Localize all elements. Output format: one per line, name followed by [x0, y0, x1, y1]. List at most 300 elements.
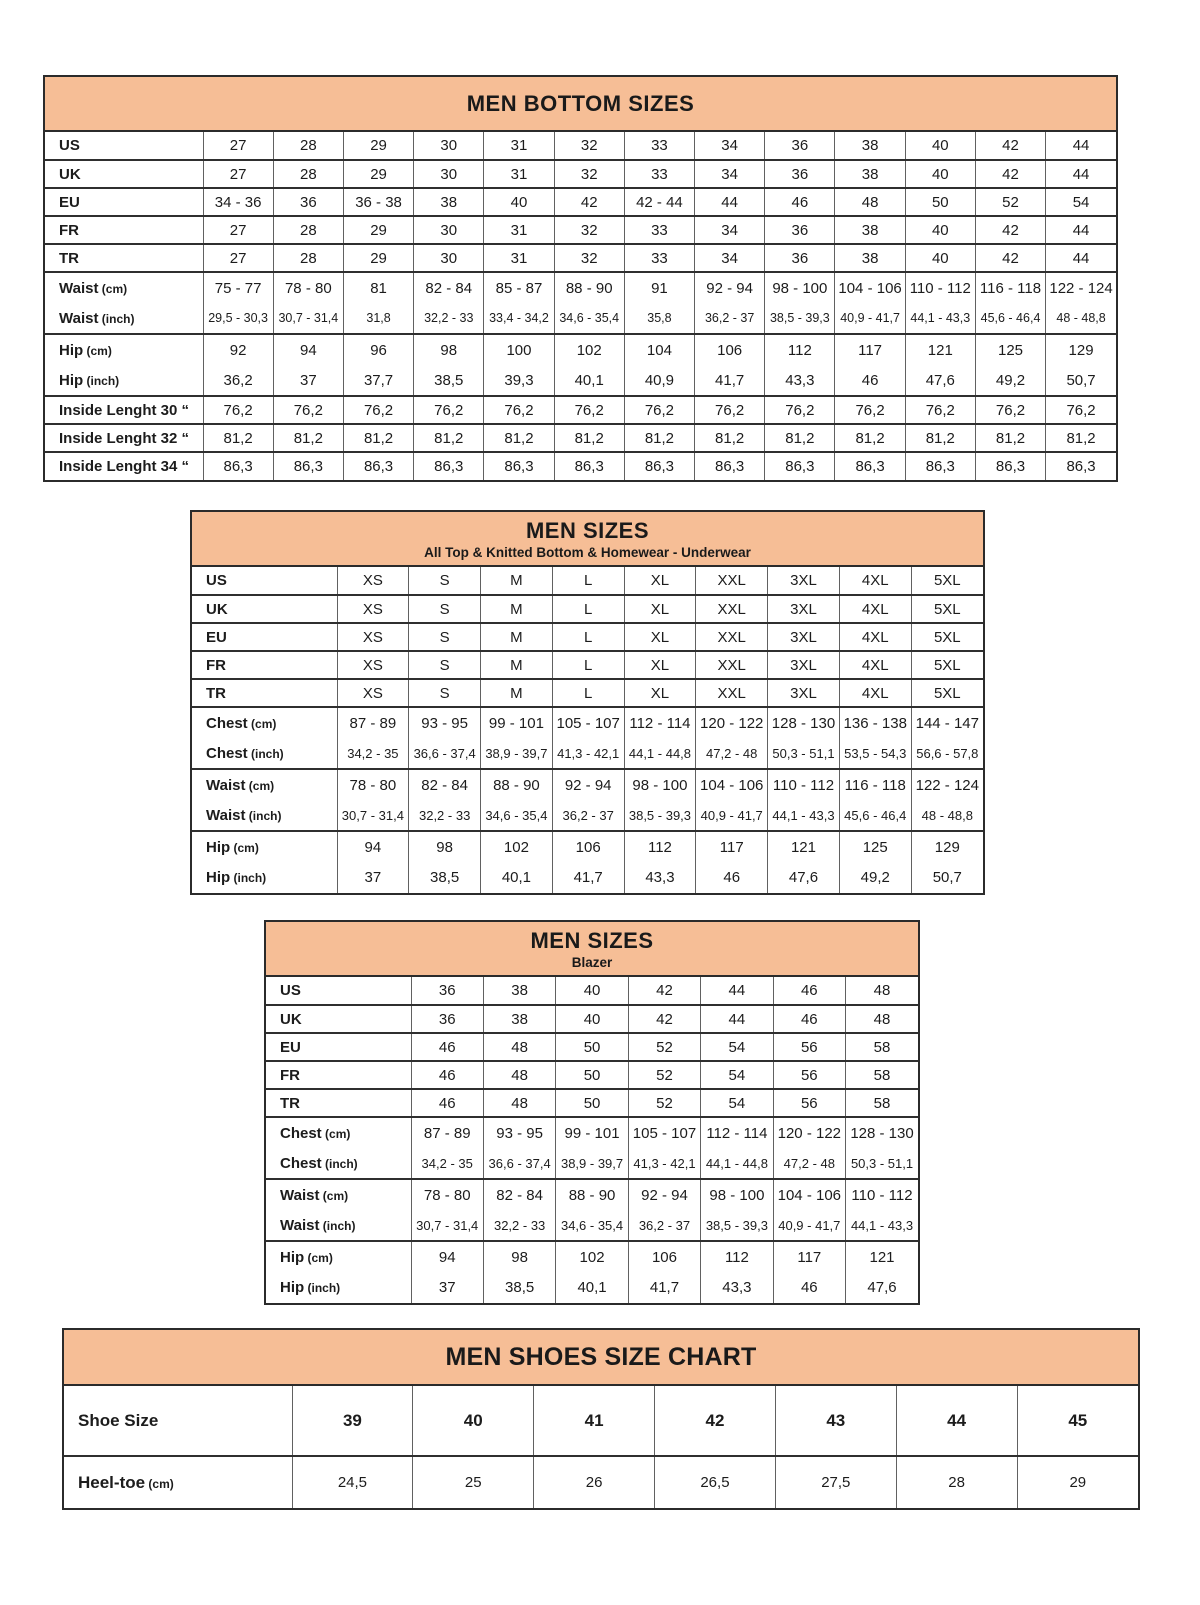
table-row	[45, 272, 1116, 303]
size-cell: 40	[905, 244, 975, 272]
size-cell: 56,6 - 57,8	[911, 738, 983, 769]
size-cell: 36	[273, 188, 343, 216]
table-row	[45, 303, 1116, 334]
size-cell: 30,7 - 31,4	[337, 800, 409, 831]
size-cell: 44,1 - 43,3	[768, 800, 840, 831]
size-cell: 104 - 106	[773, 1179, 845, 1210]
size-cell: 48	[483, 1061, 555, 1089]
size-cell: 33	[624, 216, 694, 244]
size-cell: XL	[624, 595, 696, 623]
size-cell: 46	[411, 1061, 483, 1089]
size-cell: 110 - 112	[846, 1179, 918, 1210]
size-cell: 40	[413, 1386, 534, 1456]
size-cell: 58	[846, 1089, 918, 1117]
size-cell: 38,5 - 39,3	[701, 1210, 773, 1241]
size-cell: 48	[846, 1005, 918, 1033]
size-cell: 56	[773, 1033, 845, 1061]
men-bottom-sizes-header	[45, 77, 1116, 132]
row-label: Chest (cm)	[192, 707, 337, 738]
size-cell: 36	[411, 977, 483, 1005]
size-cell: 106	[628, 1241, 700, 1272]
table-row	[266, 1033, 918, 1061]
size-cell: 4XL	[839, 595, 911, 623]
men-shoes-size-chart-rows	[64, 1386, 1138, 1508]
row-label: US	[206, 572, 227, 589]
size-cell: 44	[1046, 216, 1116, 244]
row-label: Chest (inch)	[206, 744, 284, 762]
table-row	[192, 769, 983, 800]
size-cell: 49,2	[975, 365, 1045, 396]
row-label: UK	[192, 595, 337, 623]
size-cell: 32	[554, 132, 624, 160]
table-row	[192, 800, 983, 831]
size-cell: 42	[655, 1386, 776, 1456]
men-shoes-size-chart-header	[64, 1330, 1138, 1386]
table-row	[45, 244, 1116, 272]
size-cell: 50	[556, 1089, 628, 1117]
table-row	[266, 1179, 918, 1210]
size-cell: 86,3	[273, 452, 343, 480]
size-cell: 87 - 89	[411, 1117, 483, 1148]
row-label: Waist (cm)	[266, 1179, 411, 1210]
size-cell: 42	[554, 188, 624, 216]
size-cell: 32,2 - 33	[409, 800, 481, 831]
size-cell: 36,2 - 37	[552, 800, 624, 831]
size-cell: 42	[628, 977, 700, 1005]
size-cell: 37,7	[343, 365, 413, 396]
row-label: EU	[192, 623, 337, 651]
size-cell: 3XL	[768, 651, 840, 679]
size-cell: 93 - 95	[483, 1117, 555, 1148]
size-cell: 76,2	[484, 396, 554, 424]
men-sizes-top-table	[190, 510, 985, 895]
men-shoes-size-chart-grid	[64, 1386, 1138, 1508]
row-unit: (cm)	[247, 716, 277, 731]
size-cell: 46	[835, 365, 905, 396]
size-cell: 36	[765, 132, 835, 160]
size-cell: 46	[411, 1033, 483, 1061]
row-label: FR	[192, 651, 337, 679]
size-cell: 86,3	[765, 452, 835, 480]
size-cell: 29	[343, 216, 413, 244]
size-cell: 54	[701, 1061, 773, 1089]
size-cell: 42	[975, 244, 1045, 272]
size-cell: 34	[695, 132, 765, 160]
row-unit: (inch)	[98, 311, 135, 326]
size-cell: 98	[483, 1241, 555, 1272]
size-cell: 34 - 36	[203, 188, 273, 216]
size-cell: 36,2 - 37	[695, 303, 765, 334]
size-cell: L	[552, 567, 624, 595]
table-row	[266, 1061, 918, 1089]
size-cell: 27,5	[775, 1456, 896, 1508]
size-cell: 29	[1017, 1456, 1138, 1508]
size-cell: 5XL	[911, 567, 983, 595]
size-cell: XS	[337, 651, 409, 679]
size-cell: 36,6 - 37,4	[483, 1148, 555, 1179]
size-cell: 49,2	[839, 862, 911, 893]
size-cell: 82 - 84	[414, 272, 484, 303]
size-cell: 37	[273, 365, 343, 396]
size-cell: 86,3	[624, 452, 694, 480]
size-cell: 48	[835, 188, 905, 216]
size-cell: 58	[846, 1033, 918, 1061]
size-cell: 41,7	[628, 1272, 700, 1303]
table-row	[64, 1386, 1138, 1456]
row-label: US	[280, 982, 301, 999]
size-cell: 34,2 - 35	[411, 1148, 483, 1179]
size-cell: L	[552, 623, 624, 651]
size-cell: 76,2	[414, 396, 484, 424]
table-row	[192, 567, 983, 595]
size-cell: 43,3	[624, 862, 696, 893]
size-cell: 81,2	[343, 424, 413, 452]
size-cell: 27	[203, 244, 273, 272]
size-cell: 121	[768, 831, 840, 862]
size-cell: XL	[624, 679, 696, 707]
size-cell: 86,3	[905, 452, 975, 480]
size-cell: 98 - 100	[624, 769, 696, 800]
size-cell: 128 - 130	[846, 1117, 918, 1148]
size-cell: 34	[695, 244, 765, 272]
size-cell: XXL	[696, 651, 768, 679]
size-cell: 38	[414, 188, 484, 216]
size-cell: 112	[701, 1241, 773, 1272]
table-row	[192, 651, 983, 679]
size-cell: 92 - 94	[628, 1179, 700, 1210]
size-cell: 50	[905, 188, 975, 216]
size-cell: 4XL	[839, 679, 911, 707]
size-cell: 81	[343, 272, 413, 303]
size-cell: 38	[835, 244, 905, 272]
size-cell: 105 - 107	[552, 707, 624, 738]
row-unit: (inch)	[304, 1281, 341, 1295]
size-cell: M	[481, 679, 553, 707]
size-cell: 39,3	[484, 365, 554, 396]
size-cell: XXL	[696, 623, 768, 651]
table-title: MEN BOTTOM SIZES	[466, 90, 695, 116]
row-label: Hip (cm)	[45, 334, 203, 365]
size-cell: 43	[775, 1386, 896, 1456]
size-cell: 38	[835, 216, 905, 244]
size-cell: 86,3	[695, 452, 765, 480]
size-cell: XL	[624, 651, 696, 679]
size-cell: 116 - 118	[839, 769, 911, 800]
size-cell: 36 - 38	[343, 188, 413, 216]
row-unit: (cm)	[245, 778, 275, 793]
row-label: Heel-toe (cm)	[64, 1456, 292, 1508]
size-cell: 42	[975, 160, 1045, 188]
size-cell: 3XL	[768, 623, 840, 651]
size-cell: 32,2 - 33	[414, 303, 484, 334]
size-cell: 99 - 101	[481, 707, 553, 738]
size-cell: 52	[628, 1089, 700, 1117]
size-cell: 31,8	[343, 303, 413, 334]
table-row	[192, 595, 983, 623]
row-unit: (cm)	[83, 343, 112, 358]
size-cell: 40	[484, 188, 554, 216]
size-cell: 40	[556, 1005, 628, 1033]
size-cell: 47,2 - 48	[696, 738, 768, 769]
size-cell: 76,2	[975, 396, 1045, 424]
row-unit: (cm)	[98, 281, 128, 296]
size-cell: 38	[835, 132, 905, 160]
size-cell: XXL	[696, 567, 768, 595]
size-cell: 40,1	[481, 862, 553, 893]
size-cell: 53,5 - 54,3	[839, 738, 911, 769]
size-cell: 38,5	[409, 862, 481, 893]
size-cell: 81,2	[905, 424, 975, 452]
size-cell: M	[481, 595, 553, 623]
size-cell: 30	[414, 160, 484, 188]
size-cell: 41,7	[552, 862, 624, 893]
size-cell: 76,2	[343, 396, 413, 424]
table-row	[45, 396, 1116, 424]
size-cell: 54	[701, 1033, 773, 1061]
row-unit: (cm)	[321, 1126, 351, 1141]
size-cell: XS	[337, 623, 409, 651]
size-cell: 38,5 - 39,3	[765, 303, 835, 334]
size-cell: XS	[337, 679, 409, 707]
size-cell: 78 - 80	[411, 1179, 483, 1210]
row-label: TR	[45, 244, 203, 272]
table-row	[192, 738, 983, 769]
size-cell: 88 - 90	[481, 769, 553, 800]
row-label: Hip (inch)	[206, 869, 267, 886]
size-cell: M	[481, 623, 553, 651]
size-cell: 32	[554, 216, 624, 244]
row-label: FR	[266, 1061, 411, 1089]
size-cell: L	[552, 595, 624, 623]
size-cell: 32	[554, 244, 624, 272]
table-row	[192, 707, 983, 738]
size-cell: 32,2 - 33	[483, 1210, 555, 1241]
size-cell: 41,3 - 42,1	[628, 1148, 700, 1179]
size-cell: 34	[695, 160, 765, 188]
size-cell: 31	[484, 216, 554, 244]
size-cell: 48	[483, 1089, 555, 1117]
size-cell: 34	[695, 216, 765, 244]
size-cell: 81,2	[1046, 424, 1116, 452]
size-cell: 3XL	[768, 595, 840, 623]
size-cell: 128 - 130	[768, 707, 840, 738]
size-cell: 27	[203, 160, 273, 188]
size-cell: 30,7 - 31,4	[273, 303, 343, 334]
row-label: Inside Lenght 32 “	[45, 424, 203, 452]
size-cell: 76,2	[273, 396, 343, 424]
size-cell: 38	[483, 977, 555, 1005]
size-cell: 76,2	[695, 396, 765, 424]
size-cell: 86,3	[835, 452, 905, 480]
size-cell: 34,6 - 35,4	[481, 800, 553, 831]
size-cell: 33	[624, 160, 694, 188]
men-shoes-size-chart-table	[62, 1328, 1140, 1510]
size-cell: 45,6 - 46,4	[975, 303, 1045, 334]
size-cell: 30	[414, 244, 484, 272]
size-cell: 26	[534, 1456, 655, 1508]
size-cell: 36	[765, 244, 835, 272]
row-unit: (inch)	[245, 808, 282, 823]
size-cell: S	[409, 623, 481, 651]
size-cell: 86,3	[975, 452, 1045, 480]
size-cell: 35,8	[624, 303, 694, 334]
row-label: Chest (cm)	[266, 1117, 411, 1148]
size-cell: 86,3	[484, 452, 554, 480]
size-cell: 144 - 147	[911, 707, 983, 738]
size-cell: 86,3	[203, 452, 273, 480]
table-row	[192, 623, 983, 651]
size-cell: 44,1 - 43,3	[905, 303, 975, 334]
size-cell: 38,5	[483, 1272, 555, 1303]
size-cell: 30	[414, 132, 484, 160]
size-cell: 26,5	[655, 1456, 776, 1508]
table-row	[266, 1210, 918, 1241]
row-label: TR	[192, 679, 337, 707]
size-cell: 28	[273, 244, 343, 272]
size-cell: 29	[343, 160, 413, 188]
size-cell: 44	[701, 1005, 773, 1033]
size-cell: 40,1	[556, 1272, 628, 1303]
size-cell: 125	[839, 831, 911, 862]
men-sizes-blazer-rows	[266, 977, 918, 1303]
size-cell: 93 - 95	[409, 707, 481, 738]
men-sizes-top-header	[192, 512, 983, 567]
men-sizes-blazer-table	[264, 920, 920, 1305]
size-cell: 92	[203, 334, 273, 365]
size-cell: 36	[411, 1005, 483, 1033]
size-cell: M	[481, 651, 553, 679]
row-label: Inside Lenght 30 “	[45, 396, 203, 424]
row-label: Waist (cm)	[45, 272, 203, 303]
size-cell: 31	[484, 132, 554, 160]
table-title: MEN SIZES	[525, 517, 650, 543]
size-cell: 47,2 - 48	[773, 1148, 845, 1179]
size-cell: 38,5 - 39,3	[624, 800, 696, 831]
row-label: Shoe Size	[78, 1410, 159, 1430]
size-cell: 56	[773, 1089, 845, 1117]
size-cell: 76,2	[203, 396, 273, 424]
size-cell: XXL	[696, 679, 768, 707]
size-cell: 81,2	[414, 424, 484, 452]
table-row	[266, 1089, 918, 1117]
row-unit: (inch)	[230, 871, 267, 885]
table-row	[266, 1117, 918, 1148]
row-unit: (inch)	[321, 1156, 358, 1171]
size-cell: 78 - 80	[273, 272, 343, 303]
size-cell: 31	[484, 160, 554, 188]
size-cell: 94	[273, 334, 343, 365]
size-cell: 96	[343, 334, 413, 365]
size-cell: 129	[1046, 334, 1116, 365]
row-label: UK	[266, 1005, 411, 1033]
size-cell: 28	[273, 132, 343, 160]
size-cell: 47,6	[905, 365, 975, 396]
size-cell: 36	[765, 216, 835, 244]
size-cell: 33	[624, 244, 694, 272]
size-cell: 105 - 107	[628, 1117, 700, 1148]
row-unit: (cm)	[304, 1250, 333, 1265]
size-cell: 112 - 114	[701, 1117, 773, 1148]
size-cell: 76,2	[835, 396, 905, 424]
size-cell: 44,1 - 44,8	[701, 1148, 773, 1179]
table-row	[45, 452, 1116, 480]
size-cell: 117	[696, 831, 768, 862]
table-row	[45, 160, 1116, 188]
size-cell: 81,2	[554, 424, 624, 452]
size-cell: 56	[773, 1061, 845, 1089]
row-label: Hip (inch)	[59, 371, 120, 389]
size-cell: 117	[773, 1241, 845, 1272]
size-cell: 102	[556, 1241, 628, 1272]
size-cell: 81,2	[624, 424, 694, 452]
size-cell: 38	[835, 160, 905, 188]
size-cell: 40,9 - 41,7	[835, 303, 905, 334]
row-label: Hip (inch)	[280, 1279, 341, 1296]
row-label: Waist (inch)	[280, 1216, 356, 1234]
size-cell: 4XL	[839, 623, 911, 651]
size-cell: 27	[203, 216, 273, 244]
table-title: MEN SHOES SIZE CHART	[445, 1342, 757, 1371]
size-cell: 94	[337, 831, 409, 862]
size-cell: 44	[695, 188, 765, 216]
size-cell: XL	[624, 567, 696, 595]
table-row	[192, 679, 983, 707]
size-cell: 88 - 90	[554, 272, 624, 303]
size-cell: 40,9 - 41,7	[773, 1210, 845, 1241]
size-cell: 44	[1046, 132, 1116, 160]
size-cell: 40	[556, 977, 628, 1005]
table-row	[266, 1005, 918, 1033]
table-row	[45, 334, 1116, 365]
size-cell: 42	[628, 1005, 700, 1033]
size-cell: 102	[481, 831, 553, 862]
size-cell: 47,6	[846, 1272, 918, 1303]
size-cell: 52	[975, 188, 1045, 216]
size-cell: 76,2	[554, 396, 624, 424]
size-cell: 4XL	[839, 651, 911, 679]
size-cell: 48 - 48,8	[1046, 303, 1116, 334]
size-cell: 3XL	[768, 567, 840, 595]
size-cell: 45	[1017, 1386, 1138, 1456]
row-label: UK	[45, 160, 203, 188]
size-cell: 122 - 124	[911, 769, 983, 800]
size-cell: 125	[975, 334, 1045, 365]
size-cell: 86,3	[554, 452, 624, 480]
size-cell: 50	[556, 1061, 628, 1089]
size-cell: 104 - 106	[835, 272, 905, 303]
size-cell: 112	[624, 831, 696, 862]
size-cell: 31	[484, 244, 554, 272]
size-cell: 33,4 - 34,2	[484, 303, 554, 334]
row-label: EU	[45, 188, 203, 216]
size-cell: 86,3	[414, 452, 484, 480]
size-cell: 98 - 100	[701, 1179, 773, 1210]
size-cell: 25	[413, 1456, 534, 1508]
size-cell: 86,3	[343, 452, 413, 480]
size-cell: 104	[624, 334, 694, 365]
size-cell: 40,9	[624, 365, 694, 396]
size-cell: 46	[773, 1272, 845, 1303]
table-row	[192, 831, 983, 862]
size-cell: 34,6 - 35,4	[554, 303, 624, 334]
table-row	[64, 1456, 1138, 1508]
row-unit: (inch)	[83, 373, 120, 388]
size-cell: 30	[414, 216, 484, 244]
row-label: Hip (cm)	[192, 831, 337, 862]
size-cell: 78 - 80	[337, 769, 409, 800]
size-cell: 120 - 122	[773, 1117, 845, 1148]
size-cell: 48	[483, 1033, 555, 1061]
